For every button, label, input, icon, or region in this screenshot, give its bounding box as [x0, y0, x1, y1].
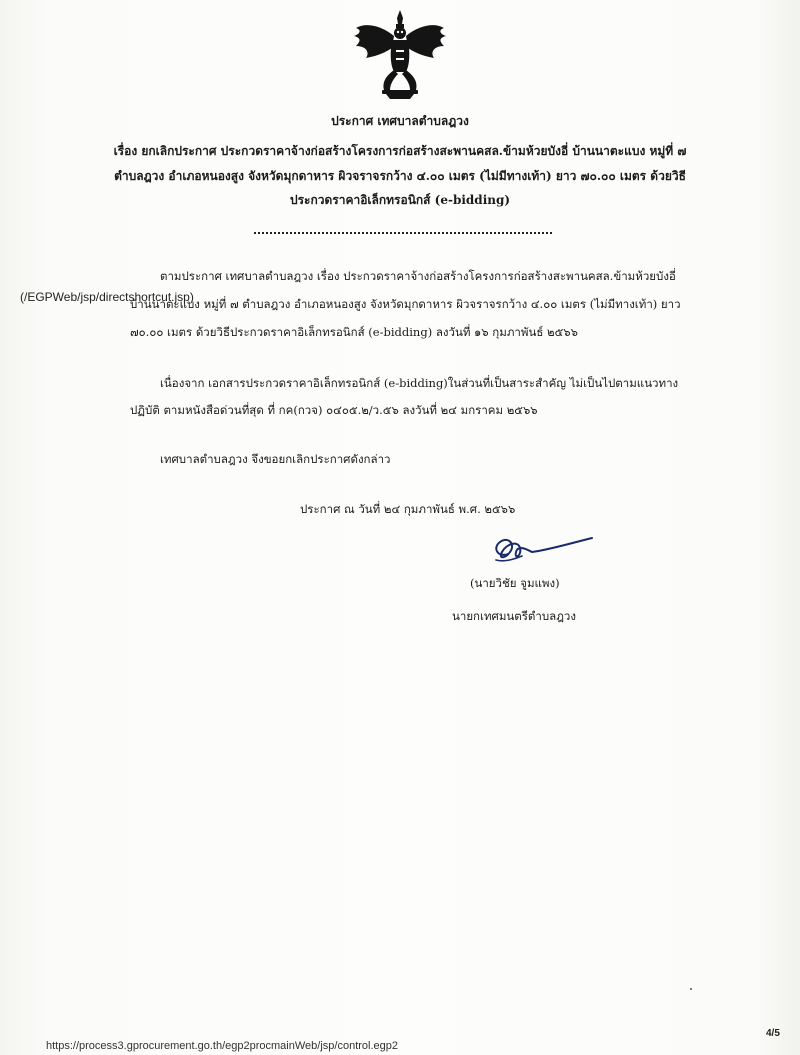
scan-speck	[690, 988, 692, 990]
paragraph-1-line-2: บ้านนาตะแบง หมู่ที่ ๗ ตำบลฎวง อำเภอหนองสูง จังหวัดมุกดาหาร ผิวจราจรกว้าง ๔.๐๐ เมตร (ไม่มีทางเท้า) ยาว	[130, 297, 681, 311]
paragraph-2-line-1: เนื่องจาก เอกสารประกวดราคาอิเล็กทรอนิกส์ (e-bidding)ในส่วนที่เป็นสาระสำคัญ ไม่เป็นไปตามแนวทาง	[160, 376, 679, 390]
dotted-divider	[254, 232, 552, 234]
subject-line-3: ประกวดราคาอิเล็กทรอนิกส์ (e-bidding)	[289, 193, 511, 207]
handwritten-signature	[488, 530, 596, 570]
subject-line-2: ตำบลฎวง อำเภอหนองสูง จังหวัดมุกดาหาร ผิวจราจรกว้าง ๔.๐๐ เมตร (ไม่มีทางเท้า) ยาว ๗๐.๐๐ เมตร ด้วยวิธี	[114, 169, 686, 183]
footer-url[interactable]: https://process3.gprocurement.go.th/egp2procmainWeb/jsp/control.egp2	[46, 1040, 398, 1052]
paragraph-1-line-1: ตามประกาศ เทศบาลตำบลฎวง เรื่อง ประกวดราคาจ้างก่อสร้างโครงการก่อสร้างสะพานคสล.ข้ามห้วยบังอี่	[160, 269, 676, 283]
garuda-emblem-icon	[352, 8, 448, 100]
date-line: ประกาศ ณ วันที่ ๒๔ กุมภาพันธ์ พ.ศ. ๒๕๖๖	[300, 502, 516, 516]
paragraph-1-line-3: ๗๐.๐๐ เมตร ด้วยวิธีประกวดราคาอิเล็กทรอนิกส์ (e-bidding) ลงวันที่ ๑๖ กุมภาพันธ์ ๒๕๖๖	[130, 325, 578, 339]
subject-line-1: เรื่อง ยกเลิกประกาศ ประกวดราคาจ้างก่อสร้างโครงการก่อสร้างสะพานคสล.ข้ามห้วยบังอี่ บ้านนาตะแบง หมู่ที่ ๗	[113, 144, 687, 158]
paragraph-2-line-2: ปฏิบัติ ตามหนังสือด่วนที่สุด ที่ กค(กวจ) ๐๔๐๕.๒/ว.๕๖ ลงวันที่ ๒๔ มกราคม ๒๕๖๖	[130, 403, 538, 417]
signer-position: นายกเทศมนตรีตำบลฎวง	[452, 609, 576, 623]
page-number: 4/5	[766, 1028, 780, 1039]
paragraph-3: เทศบาลตำบลฎวง จึงขอยกเลิกประกาศดังกล่าว	[160, 452, 391, 466]
signer-name: (นายวิชัย จูมแพง)	[470, 576, 560, 590]
overlay-shortcut-link[interactable]: (/EGPWeb/jsp/directshortcut.jsp)	[20, 290, 194, 304]
announcement-title: ประกาศ เทศบาลตำบลฎวง	[331, 114, 469, 128]
